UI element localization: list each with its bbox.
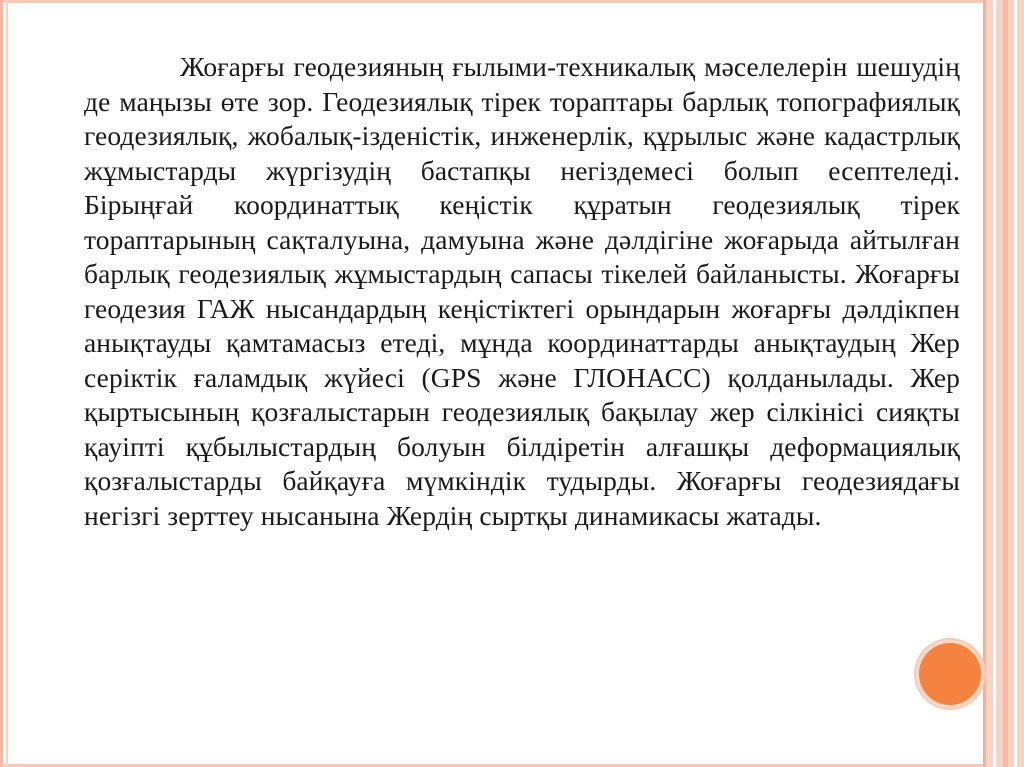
decorative-circle-icon bbox=[916, 640, 984, 708]
frame-right-line-4 bbox=[1014, 0, 1017, 767]
frame-right-line-2 bbox=[993, 0, 996, 767]
frame-right-line-3 bbox=[1003, 0, 1008, 767]
frame-left-line-inner bbox=[6, 0, 8, 767]
frame-right-line-1 bbox=[983, 0, 986, 767]
frame-left-line-outer bbox=[0, 0, 3, 767]
body-text bbox=[84, 50, 960, 533]
frame-top-border bbox=[0, 0, 1024, 3]
frame-right-band bbox=[986, 0, 1024, 767]
body-paragraph: Жоғарғы геодезияның ғылыми-техникалық мәселелерін шешудің де маңызы өте зор. Геодезиялық тірек тораптары барлық топографиялық геодезиялық, жобалық-ізденістік, инженерлік, құрылыс және кадастрлық жұмыстарды жүргізудің бастапқы негіздемесі болып есептеледі. Бірыңғай координаттық кеңістік құратын геодезиялық тірек тораптарының сақталуына, дамуына және дәлдігіне жоғарыда айтылған барлық геодезиялық жұмыстардың сапасы тікелей байланысты. Жоғарғы геодезия ГАЖ нысандардың кеңістіктегі орындарын жоғарғы дәлдікпен анықтауды қамтамасыз етеді, мұнда координаттарды анықтаудың Жер серіктік ғаламдық жүйесі (GPS және ГЛОНАСС) қолданылады. Жер қыртысының қозғалыстарын геодезиялық бақылау жер сілкінісі сияқты қауіпті құбылыстардың болуын білдіретін алғашқы деформациялық қозғалыстарды байқауға мүмкіндік тудырды. Жоғарғы геодезиядағы негізгі зерттеу нысанына Жердің сыртқы динамикасы жатады. bbox=[84, 51, 960, 531]
